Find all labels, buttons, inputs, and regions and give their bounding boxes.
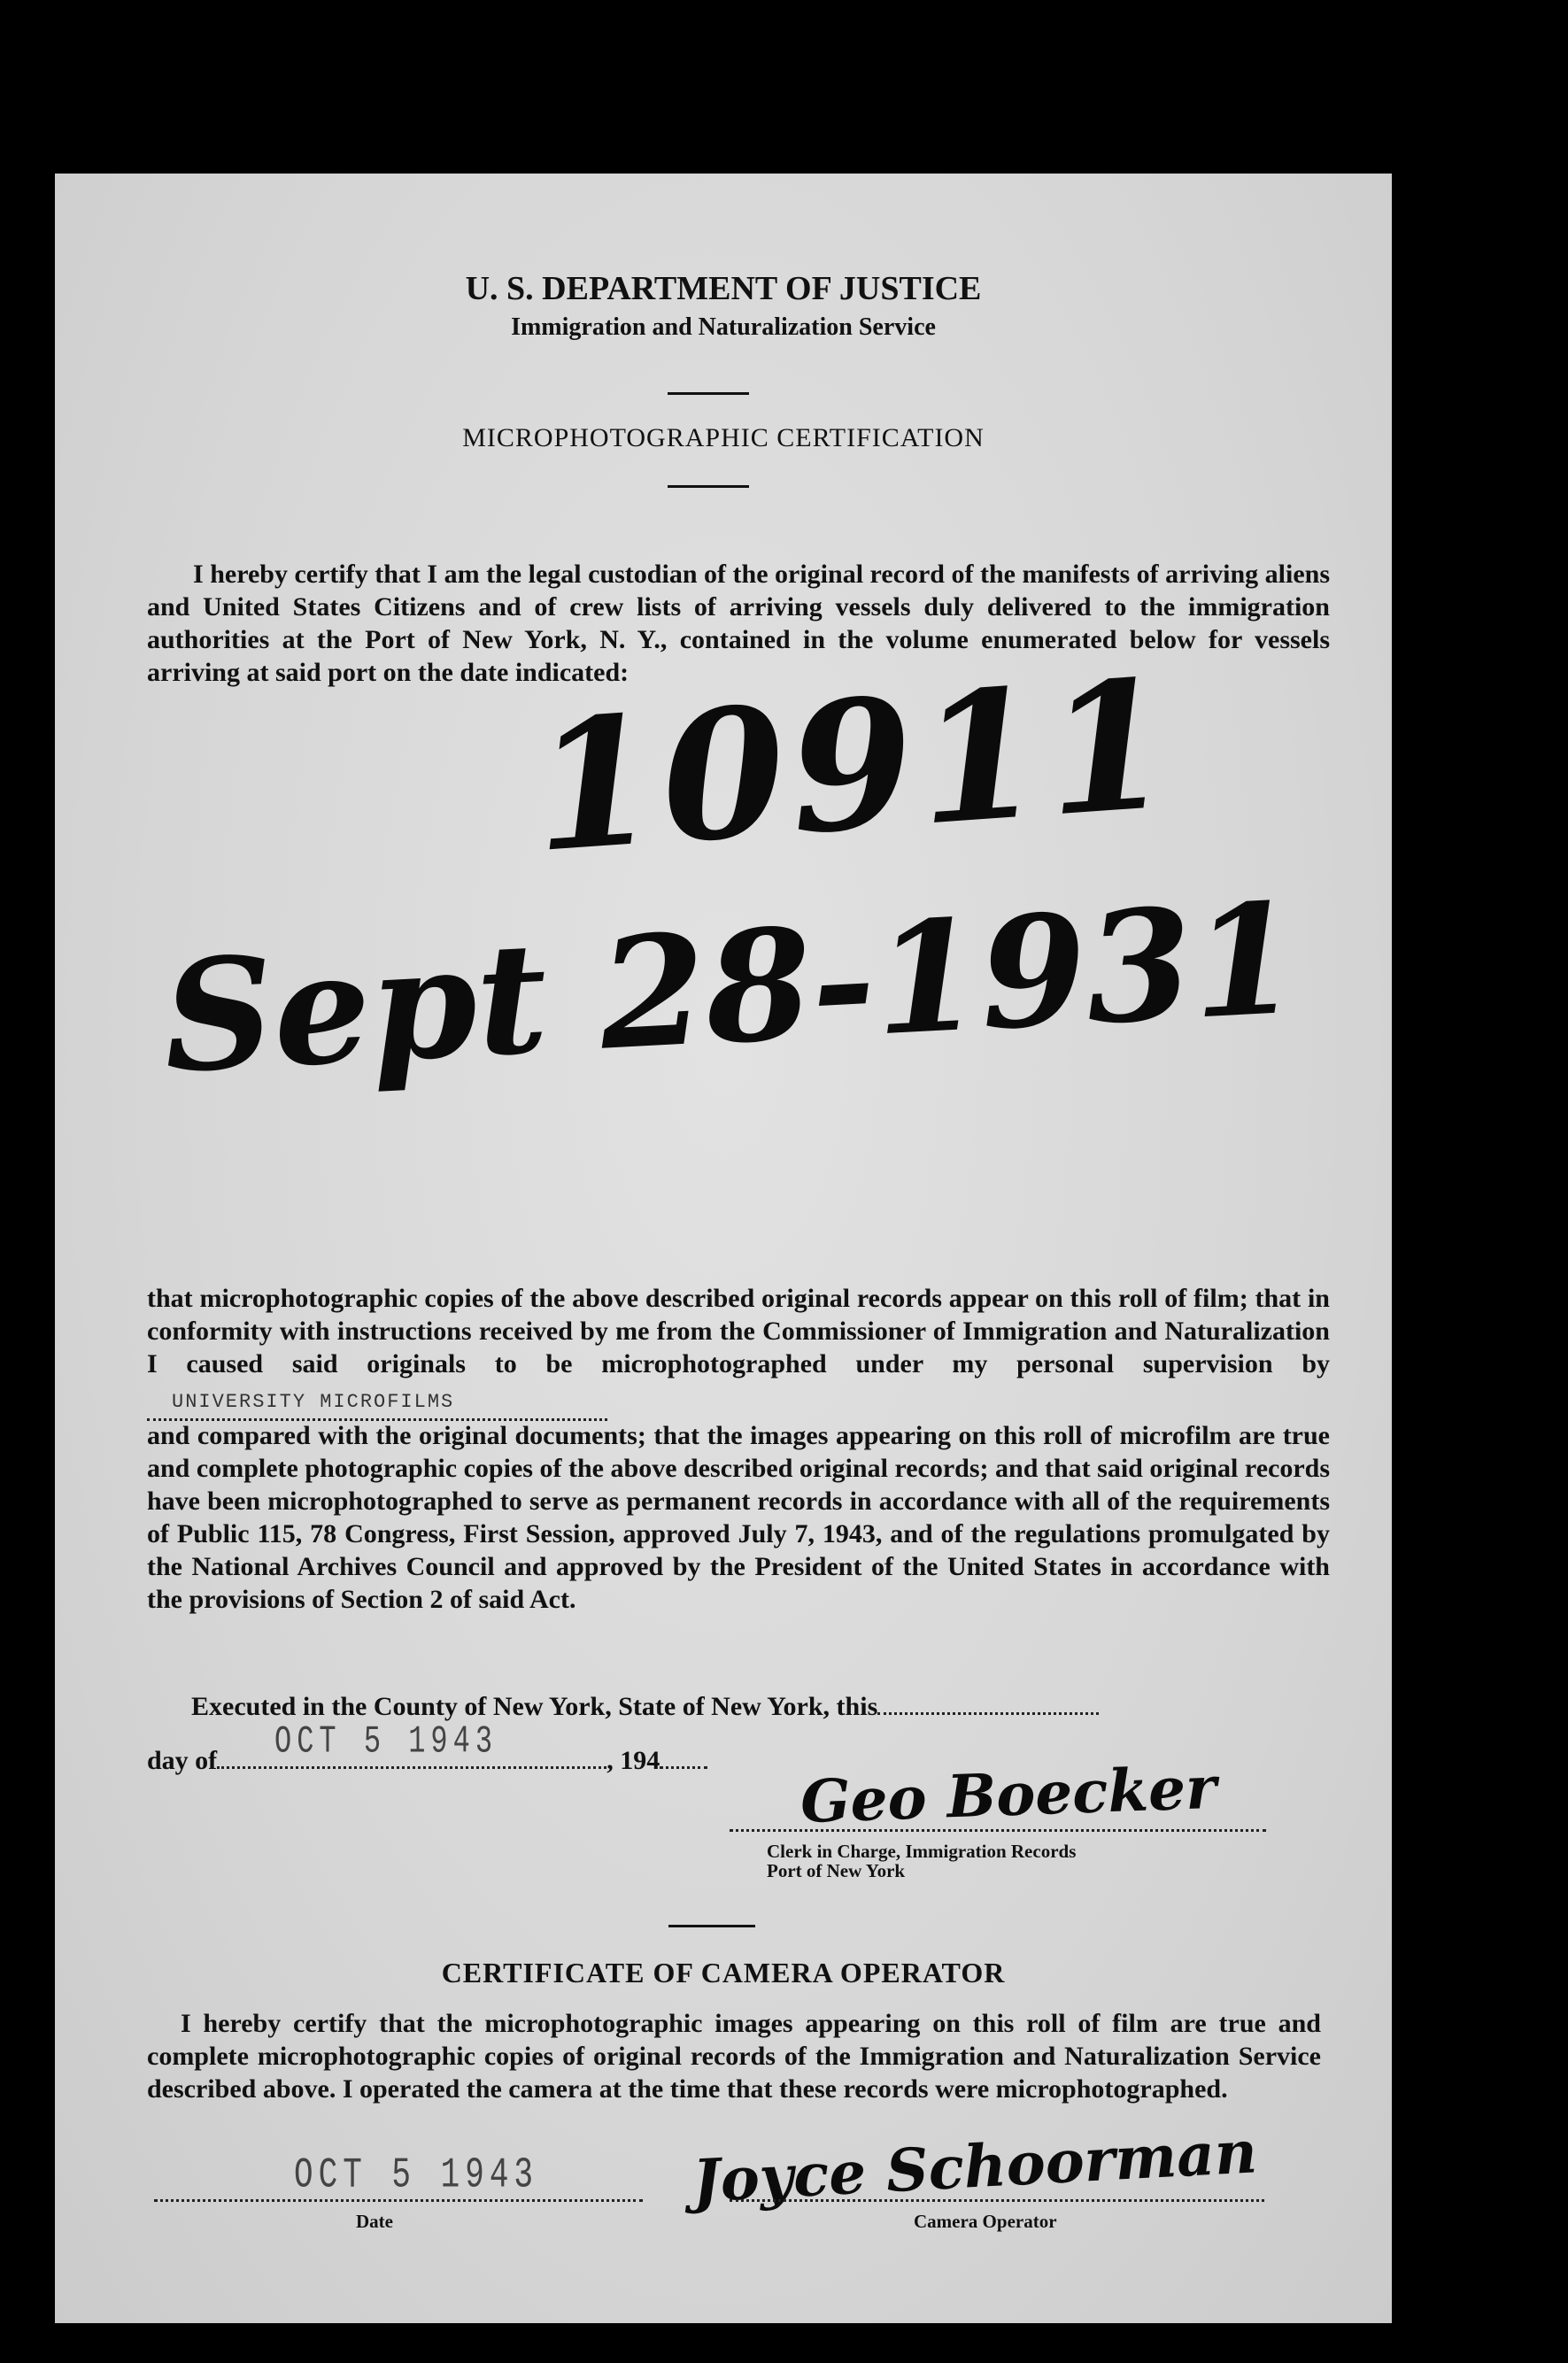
clerk-title-line-2: Port of New York: [767, 1860, 906, 1881]
handwritten-volume-number: 10911: [526, 639, 1183, 893]
department-heading: U. S. DEPARTMENT OF JUSTICE: [465, 270, 982, 307]
operator-signature: Joyce Schoorman: [691, 2117, 1259, 2216]
year-prefix: 194: [620, 1746, 660, 1775]
header-divider-2: [668, 485, 749, 488]
date-label: Date: [356, 2211, 393, 2232]
supervisor-field: [147, 1382, 607, 1421]
operator-date-stamp-wrap: [294, 2148, 539, 2200]
header-divider-1: [668, 392, 749, 395]
operator-signature-line: [730, 2199, 1264, 2202]
paragraph-2-opening: that microphotographic copies of the above described original records appear on this roll of film; that in conformity with instructions received by me from the Commissioner of Immigration and Naturalization I caused said originals to be microphotographed under my personal supervision by: [147, 1284, 1330, 1378]
camera-operator-text: I hereby certify that the microphotographic images appearing on this roll of film are true and complete microphotographic copies of original records of the Immigration and Naturalization Service described above. I operated the camera at the time that these records were microphotographed.: [147, 2009, 1321, 2104]
supervisor-value: UNIVERSITY MICROFILMS: [172, 1391, 455, 1413]
handwritten-volume-date: Sept 28-1931: [158, 868, 1303, 1108]
executed-text: Executed in the County of New York, State of New York, this: [191, 1692, 878, 1721]
date-line: [154, 2199, 643, 2202]
day-of-field: [217, 1766, 606, 1769]
camera-operator-heading: CERTIFICATE OF CAMERA OPERATOR: [441, 1957, 1006, 1988]
operator-label: Camera Operator: [914, 2211, 1057, 2232]
clerk-title: [767, 1842, 1076, 1880]
certification-paragraph-2: [147, 1282, 1330, 1616]
clerk-title-line-1: Clerk in Charge, Immigration Records: [767, 1841, 1077, 1862]
operator-date-stamp: OCT 5 1943: [294, 2151, 539, 2200]
section-divider: [668, 1925, 755, 1927]
paragraph-2-closing: and compared with the original documents; that the images appearing on this roll of microfilm are true and complete photographic copies of the above described original records; and that said original records have been microphotographed to serve as permanent records in accordance with all of the requirements of Public 115, 78 Congress, First Session, approved July 7, 1943, and of the regulations promulgated by the National Archives Council and approved by the President of the United States in accordance with the provisions of Section 2 of said Act.: [147, 1421, 1330, 1614]
day-of-label: day of: [147, 1746, 218, 1775]
executed-date-stamp: OCT 5 1943: [274, 1719, 498, 1764]
camera-operator-paragraph: [147, 2007, 1321, 2105]
clerk-signature: Geo Boecker: [799, 1752, 1218, 1837]
clerk-signature-line: [730, 1829, 1266, 1832]
service-subheading: Immigration and Naturalization Service: [511, 313, 936, 341]
paragraph-1-text: I hereby certify that I am the legal custodian of the original record of the manifests of arriving aliens and United States Citizens and of crew lists of arriving vessels duly delivered to the immigration authorities at the Port of New York, N. Y., contained in the volume enumerated below for vessels arriving at said port on the date indicated:: [147, 560, 1330, 687]
day-of-line: day of , 194: [147, 1746, 707, 1776]
executed-day-field: [877, 1712, 1099, 1715]
certificate-page: [55, 174, 1392, 2323]
year-field: [660, 1766, 707, 1769]
form-title: MICROPHOTOGRAPHIC CERTIFICATION: [462, 423, 985, 452]
